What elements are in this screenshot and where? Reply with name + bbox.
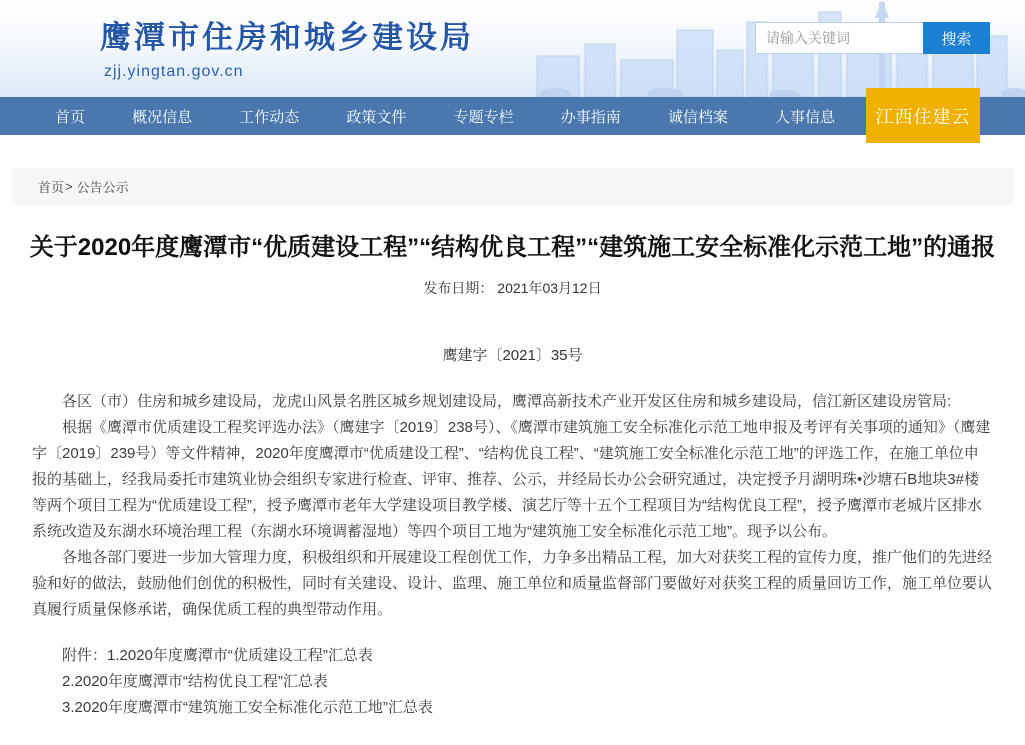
attachment-item-1: 附件：1.2020年度鹰潭市“优质建设工程”汇总表: [62, 647, 373, 664]
nav-item-policy-documents[interactable]: 政策文件: [346, 108, 407, 126]
nav-item-overview[interactable]: 概况信息: [132, 108, 193, 126]
paragraph-requirements: 各地各部门要进一步加大管理力度，积极组织和开展建设工程创优工作，力争多出精品工程，加大对获奖工程的宣传力度，推广他们的先进经验和好的做法，鼓励他们创优的积极性，同时有关建设、设计、监理、施工单位和质量监督部门要做好对获奖工程的质量回访工作，施工单位要认真履行质量保修承诺，确保优质工程的典型带动作用。: [32, 549, 993, 618]
jiangxi-housing-cloud-tab[interactable]: 江西住建云: [866, 88, 980, 143]
breadcrumb-current: 公告公示: [76, 180, 129, 195]
publish-date-line: [0, 278, 1025, 298]
attachment-item-3: 3.2020年度鹰潭市“建筑施工安全标准化示范工地”汇总表: [62, 699, 433, 716]
nav-item-home[interactable]: 首页: [55, 108, 86, 126]
site-title: 鹰潭市住房和城乡建设局: [100, 20, 474, 55]
article-title: 关于2020年度鹰潭市“优质建设工程”“结构优良工程”“建筑施工安全标准化示范工地”的通报: [29, 234, 996, 261]
search-button[interactable]: 搜索: [923, 22, 990, 54]
breadcrumb: [12, 168, 1013, 205]
site-logo: [100, 12, 474, 81]
attachment-item-2: 2.2020年度鹰潭市“结构优良工程”汇总表: [62, 673, 328, 690]
nav-item-credit-archive[interactable]: 诚信档案: [667, 108, 728, 126]
document-number: 鹰建字〔2021〕35号: [442, 347, 583, 364]
nav-item-special-topics[interactable]: 专题专栏: [453, 108, 514, 126]
paragraph-salutation: 各区（市）住房和城乡建设局，龙虎山风景名胜区城乡规划建设局，鹰潭高新技术产业开发区住房和城乡建设局，信江新区建设房管局:: [62, 393, 952, 410]
nav-item-work-news[interactable]: 工作动态: [239, 108, 300, 126]
nav-item-service-guide[interactable]: 办事指南: [560, 108, 621, 126]
breadcrumb-separator: >: [65, 179, 73, 194]
search-input[interactable]: [755, 22, 923, 54]
paragraph-award-decision: 根据《鹰潭市优质建设工程奖评选办法》（鹰建字〔2019〕238号）、《鹰潭市建筑施工安全标准化示范工地申报及考评有关事项的通知》（鹰建字〔2019〕239号）等文件精神，2020年度鹰潭市“优质建设工程”、“结构优良工程”、“建筑施工安全标准化示范工地”的评选工作，在施工单位申报的基础上，经我局委托市建筑业协会组织专家进行检查、评审、推荐、公示，并经局长办公会研究通过，决定授予月湖明珠•沙塘石B地块3#楼等两个项目工程为“优质建设工程”，授予鹰潭市老年大学建设项目教学楼、演艺厅等十五个工程项目为“结构优良工程”，授予鹰潭市老城片区排水系统改造及东湖水环境治理工程（东湖水环境调蓄湿地）等四个项目工地为“建筑施工安全标准化示范工地”。现予以公布。: [32, 419, 991, 540]
nav-item-personnel-info[interactable]: 人事信息: [774, 108, 835, 126]
site-header-banner: [0, 0, 1025, 97]
main-nav: [0, 97, 1025, 135]
publish-date-value: 2021年03月12日: [497, 280, 602, 296]
attachments-list: [0, 643, 1025, 721]
site-url: zjj.yingtan.gov.cn: [104, 63, 244, 80]
breadcrumb-home-link[interactable]: 首页: [38, 180, 65, 195]
search-box: [755, 22, 990, 54]
article-body: [0, 389, 1025, 623]
publish-date-label: 发布日期：: [423, 280, 494, 296]
